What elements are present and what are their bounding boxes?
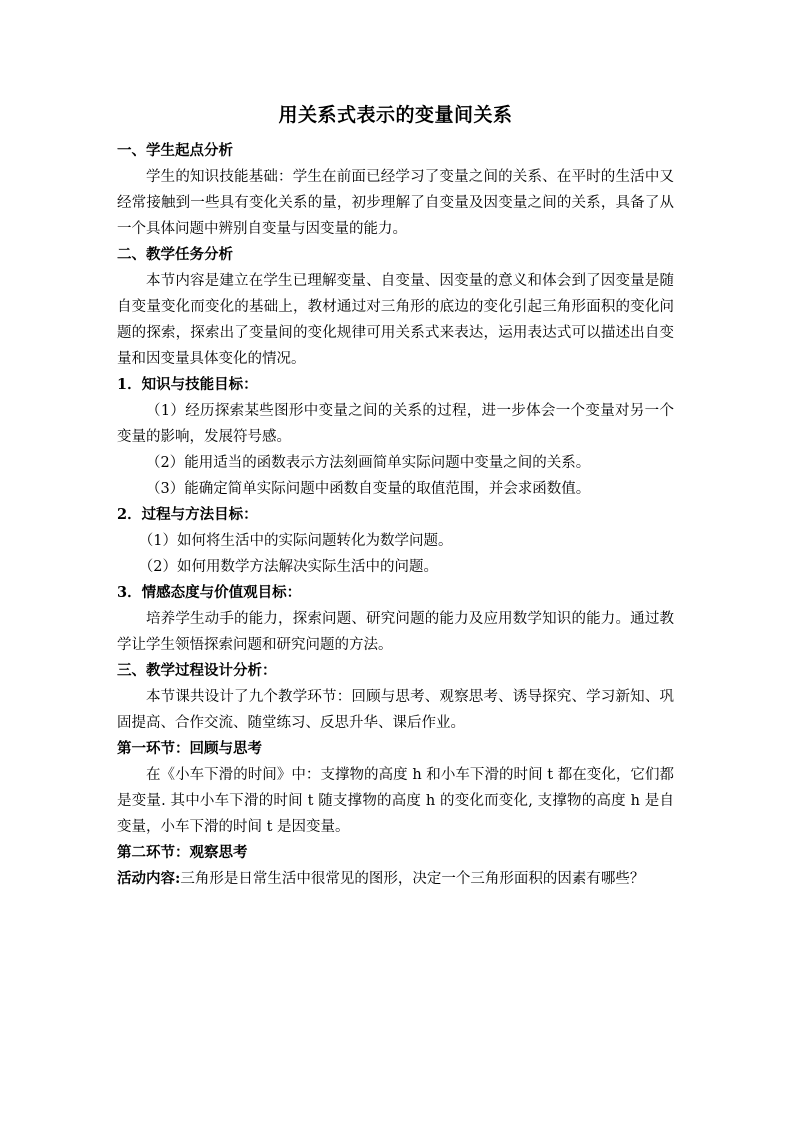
paragraph-process-design: 本节课共设计了九个教学环节：回顾与思考、观察思考、诱导探究、学习新知、巩固提高、合作交流、随堂练习、反思升华、课后作业。 [117,689,674,731]
paragraph-task-analysis: 本节内容是建立在学生已理解变量、自变量、因变量的意义和体会到了因变量是随自变量变化而变化的基础上，教材通过对三角形的底边的变化引起三角形面积的变化问题的探索，探索出了变量间的变化规律可用关系式来表达，运用表达式可以描述出自变量和因变量具体变化的情况。 [117,273,674,367]
step-heading-observe: 第二环节：观察思考 [117,844,248,861]
paragraph-activity [117,866,674,892]
document-title: 用关系式表示的变量间关系 [278,104,513,126]
goal-heading-knowledge: 1．知识与技能目标： [117,376,258,393]
section-heading-student-analysis: 一、学生起点分析 [117,142,233,159]
goal-heading-attitude: 3．情感态度与价值观目标： [117,584,302,601]
document-body [117,138,674,892]
activity-label: 活动内容: [117,870,181,887]
activity-text: 三角形是日常生活中很常见的图形，决定一个三角形面积的因素有哪些？ [180,871,645,887]
paragraph-attitude: 培养学生动手的能力，探索问题、研究问题的能力及应用数学知识的能力。通过教学让学生领悟探索问题和研究问题的方法。 [117,611,674,653]
goal-item-knowledge-2: （2）能用适当的函数表示方法刻画简单实际问题中变量之间的关系。 [146,455,591,471]
section-heading-process-design: 三、教学过程设计分析： [117,662,277,679]
section-heading-task-analysis: 二、教学任务分析 [117,246,233,263]
paragraph-student-analysis: 学生的知识技能基础：学生在前面已经学习了变量之间的关系、在平时的生活中又经常接触到一些具有变化关系的量，初步理解了自变量及因变量之间的关系，具备了从一个具体问题中辨别自变量与因变量的能力。 [117,169,674,237]
paragraph-review: 在《小车下滑的时间》中：支撑物的高度 h 和小车下滑的时间 t 都在变化，它们都是变量. 其中小车下滑的时间 t 随支撑物的高度 h 的变化而变化, 支撑物的高度 h 是自变量，小车下滑的时间 t 是因变量。 [117,767,674,835]
goal-item-process-1: （1）如何将生活中的实际问题转化为数学问题。 [138,533,453,549]
goal-item-knowledge-3: （3）能确定简单实际问题中函数自变量的取值范围，并会求函数值。 [146,481,591,497]
step-heading-review: 第一环节：回顾与思考 [117,740,262,757]
goal-item-knowledge-1: （1）经历探索某些图形中变量之间的关系的过程，进一步体会一个变量对另一个变量的影响，发展符号感。 [117,403,674,445]
goal-heading-process: 2．过程与方法目标： [117,506,258,523]
goal-item-process-2: （2）如何用数学方法解决实际生活中的问题。 [138,559,438,575]
